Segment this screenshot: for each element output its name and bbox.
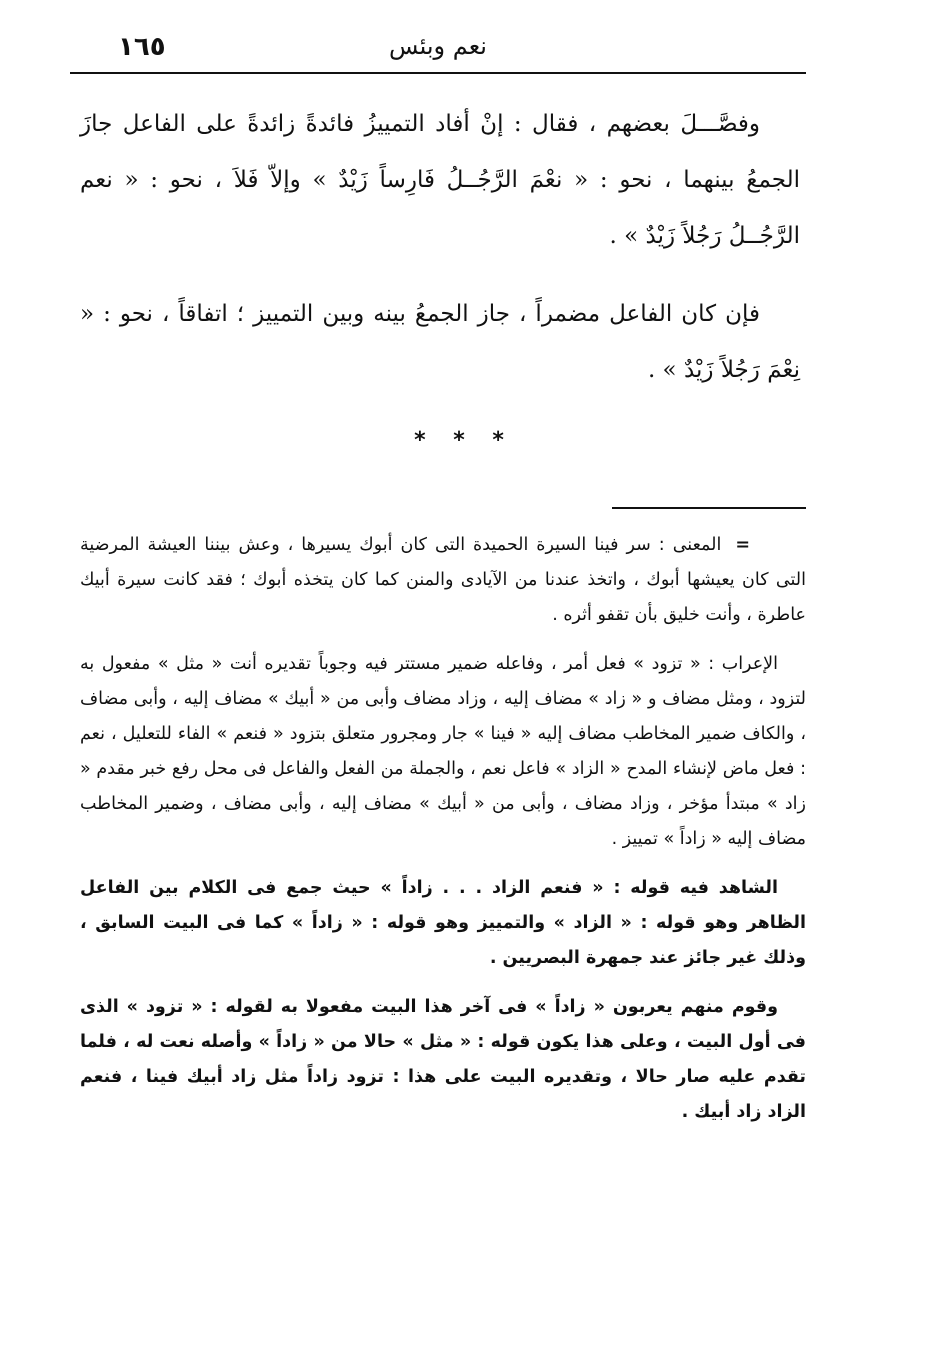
main-text [80,96,800,420]
footnote-text: المعنى : سر فينا السيرة الحميدة التى كان أبوك يسيرها ، وعش بيننا العيشة المرضية التى كان يعيشها أبوك ، واتخذ عندنا من الآيادى والمنن كما كان يتخذه أبوك ؛ فقد كانت سيرة أبيك عاطرة ، وأنت خليق بأن تقفو أثره . [80,535,806,625]
section-separator: * * * [414,428,514,453]
footnotes [80,528,806,1144]
main-paragraph: فإن كان الفاعل مضمراً ، جاز الجمعُ بينه وبين التمييز ؛ اتفاقاً ، نحو : « نِعْمَ رَجُلاً زَيْدٌ » . [80,301,800,383]
running-title: نعم وبئس [389,32,487,60]
footnote-rule [612,507,806,509]
header-rule [70,72,806,74]
page-number: ١٦٥ [118,32,166,62]
footnote-paragraph: الشاهد فيه قوله : « فنعم الزاد . . . زاداً » حيث جمع فى الكلام بين الفاعل الظاهر وهو قوله : « الزاد » والتمييز وهو قوله : « زاداً » كما فى البيت السابق ، وذلك غير جائز عند جمهرة البصريين . [80,878,806,968]
footnote-continuation-marker: = [735,535,750,555]
footnote-paragraph: وقوم منهم يعربون « زاداً » فى آخر هذا البيت مفعولا به لقوله : « تزود » الذى فى أول البيت ، وعلى هذا يكون قوله : « مثل » حالا من « زاداً » وأصله نعت له ، فلما تقدم عليه صار حالا ، وتقديره البيت على هذا : تزود زاداً مثل زاد أبيك فينا ، فنعم الزاد زاد أبيك . [80,997,806,1122]
footnote-paragraph: الإعراب : « تزود » فعل أمر ، وفاعله ضمير مستتر فيه وجوباً تقديره أنت « مثل » مفعول به لتزود ، ومثل مضاف و « زاد » مضاف إليه ، وزاد مضاف وأبى من « أبيك » مضاف إليه ، وأبى مضاف ، والكاف ضمير المخاطب مضاف إليه « فينا » جار ومجرور متعلق بتزود « فنعم » الفاء للتعليل ، نعم : فعل ماض لإنشاء المدح « الزاد » فاعل نعم ، والجملة من الفعل والفاعل فى محل رفع خبر مقدم « زاد » مبتدأ مؤخر ، وزاد مضاف ، وأبى من « أبيك » مضاف إليه ، وأبى مضاف ، وضمير المخاطب مضاف إليه « زاداً » تمييز . [80,654,806,849]
page-header [70,28,806,72]
main-paragraph: وفصَّـــلَ بعضهم ، فقال : إنْ أفاد التمييزُ فائدةً زائدةً على الفاعل جازَ الجمعُ بينهما ، نحو : « نعْمَ الرَّجُــلُ فَارِساً زَيْدٌ » وإلاّ فَلاَ ، نحو : « نعم الرَّجُــلُ رَجُلاً زَيْدٌ » . [80,111,800,249]
footnote-paragraph [80,528,806,633]
